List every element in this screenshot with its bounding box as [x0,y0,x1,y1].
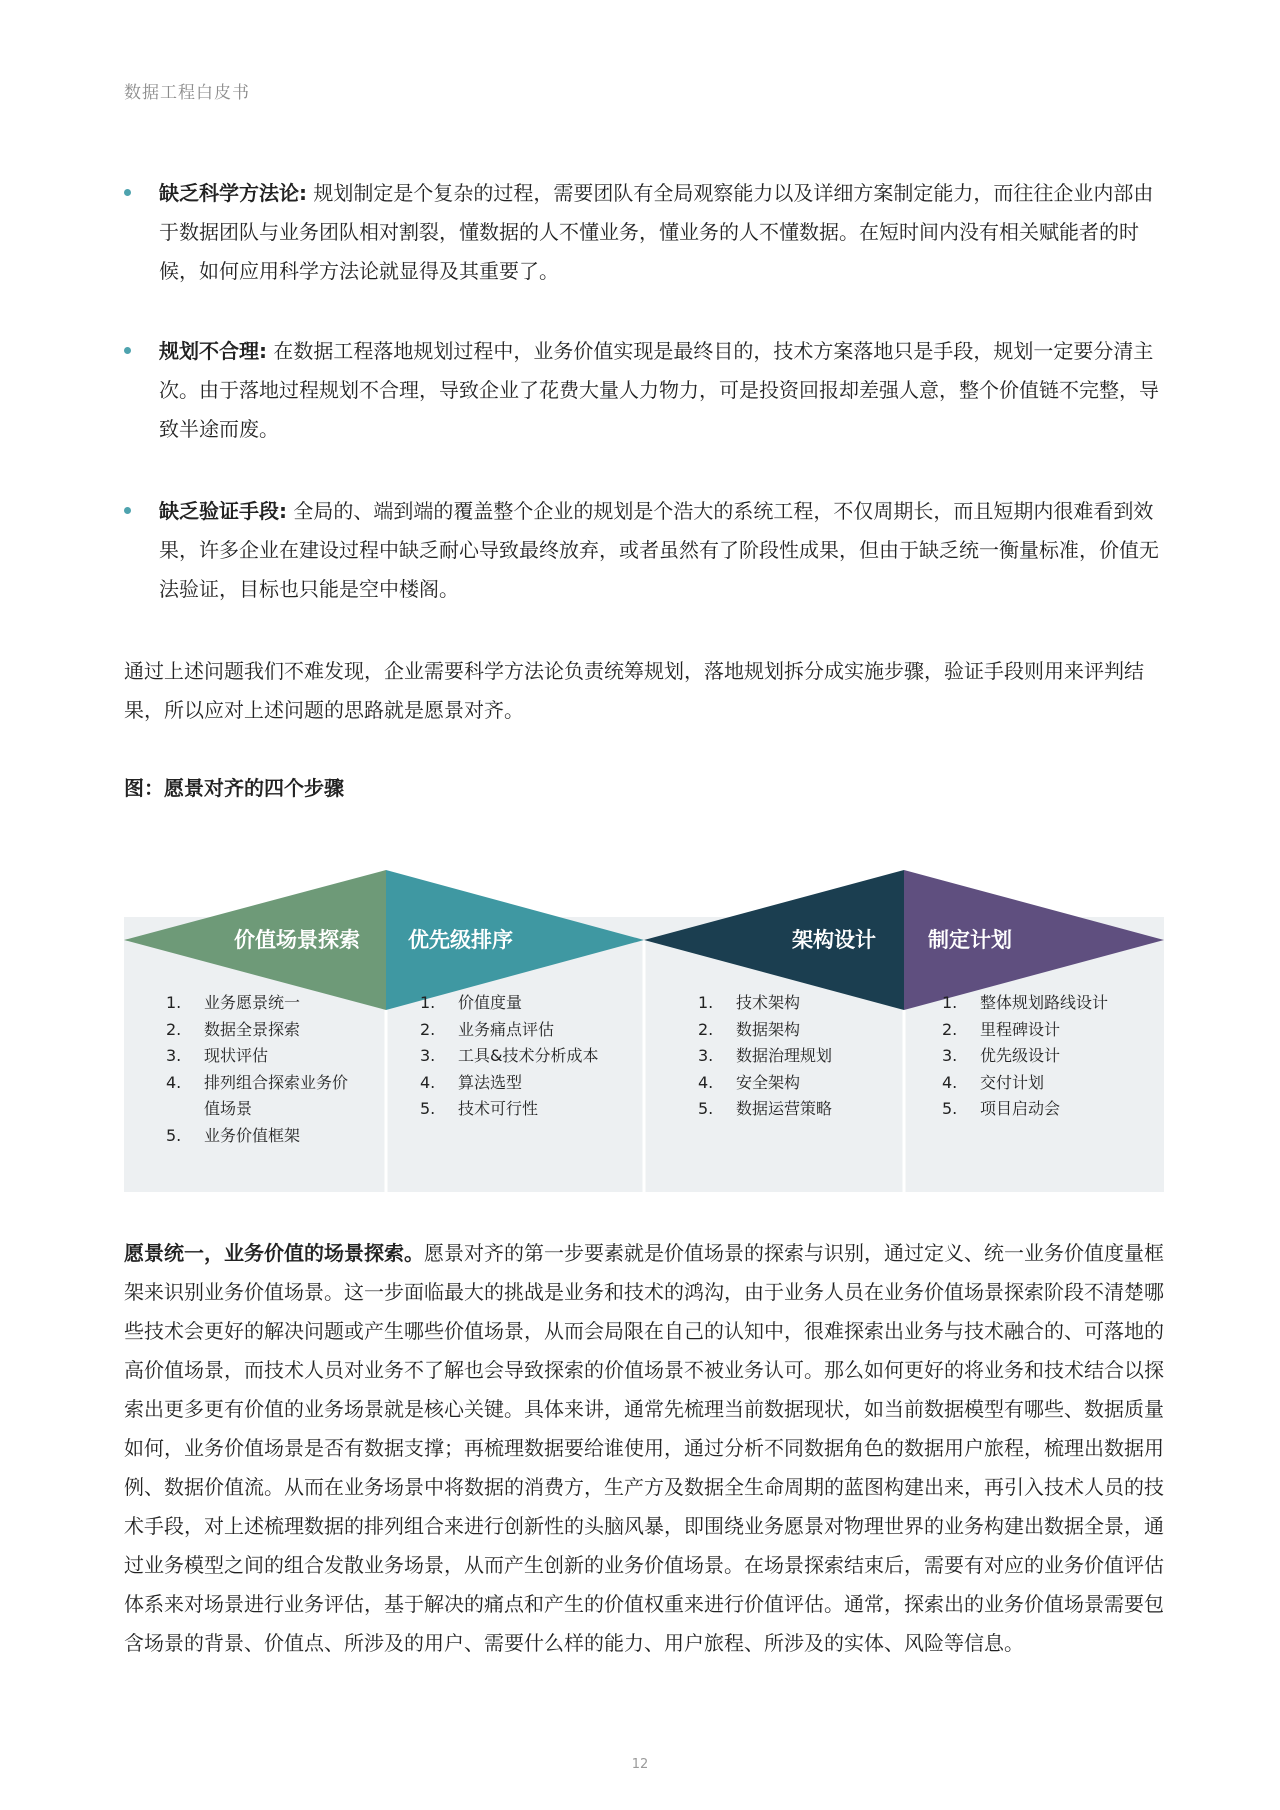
list-item: 1. 技术架构 [698,993,801,1012]
step-list-3 [698,990,888,1123]
page-number: 12 [631,1757,649,1772]
list-item: 2. 数据架构 [698,1019,801,1039]
body-paragraph [124,1234,1170,1663]
body-text: 愿景对齐的第一步要素就是价值场景的探索与识别，通过定义、统一业务价值度量框架来识别业务价值场景。这一步面临最大的挑战是业务和技术的鸿沟，由于业务人员在业务价值场景探索阶段不清楚哪些技术会更好的解决问题或产生哪些价值场景，从而会局限在自己的认知中，很难探索出业务与技术融合的、可落地的高价值场景，而技术人员对业务不了解也会导致探索的价值场景不被业务认可。那么如何更好的将业务和技术结合以探索出更多更有价值的业务场景就是核心关键。具体来讲，通常先梳理当前数据现状，如当前数据模型有哪些、数据质量如何，业务价值场景是否有数据支撑；再梳理数据要给谁使用，通过分析不同数据角色的数据用户旅程，梳理出数据用例、数据价值流。从而在业务场景中将数据的消费方，生产方及数据全生命周期的蓝图构建出来，再引入技术人员的技术手段，对上述梳理数据的排列组合来进行创新性的头脑风暴，即围绕业务愿景对物理世界的业务构建出数据全景，通过业务模型之间的组合发散业务场景，从而产生创新的业务价值场景。在场景探索结束后，需要有对应的业务价值评估体系来对场景进行业务评估，基于解决的痛点和产生的价值权重来进行价值评估。通常，探索出的业务价值场景需要包含场景的背景、价值点、所涉及的用户、需要什么样的能力、用户旅程、所涉及的实体、风险等信息。 [124,1241,1164,1655]
bullet-label: 规划不合理: [159,339,267,363]
bullet-text: 在数据工程落地规划过程中，业务价值实现是最终目的，技术方案落地只是手段，规划一定要分清主次。由于落地过程规划不合理，导致企业了花费大量人力物力，可是投资回报却差强人意，整个价值链不完整，导致半途而废。 [159,339,1159,441]
step-list-1 [166,990,366,1149]
bullet-label: 缺乏科学方法论: [159,181,307,205]
list-item: 1. 价值度量 [420,993,523,1012]
bullet-item [124,332,1164,449]
list-item: 4. 交付计划 [942,1072,1045,1092]
bullet-dot-icon [124,507,131,514]
list-item: 5. 业务价值框架 [166,1125,301,1145]
step-title-1: 价值场景探索 [234,928,360,952]
step-title-4: 制定计划 [928,928,1012,952]
document-header-title: 数据工程白皮书 [124,83,250,103]
bullet-dot-icon [124,189,131,196]
list-item: 2. 里程碑设计 [942,1019,1061,1039]
list-item: 1. 整体规划路线设计 [942,993,1109,1012]
list-item: 5. 数据运营策略 [698,1099,833,1118]
bullet-text: 规划制定是个复杂的过程，需要团队有全局观察能力以及详细方案制定能力，而往往企业内部由于数据团队与业务团队相对割裂，懂数据的人不懂业务，懂业务的人不懂数据。在短时间内没有相关赋能者的时候，如何应用科学方法论就显得及其重要了。 [159,181,1154,283]
list-item: 3. 优先级设计 [942,1046,1061,1065]
step-list-2 [420,990,630,1123]
list-item: 4. 排列组合探索业务价值场景 [166,1072,349,1118]
list-item: 5. 项目启动会 [942,1099,1061,1118]
list-item: 4. 安全架构 [698,1072,801,1092]
vision-alignment-diagram [124,862,1164,1192]
bullet-dot-icon [124,347,131,354]
list-item: 3. 现状评估 [166,1046,269,1065]
body-lead: 愿景统一，业务价值的场景探索。 [124,1241,424,1265]
list-item: 2. 业务痛点评估 [420,1019,555,1039]
bullet-item [124,174,1164,291]
figure-caption: 图：愿景对齐的四个步骤 [124,776,344,800]
bullet-text: 全局的、端到端的覆盖整个企业的规划是个浩大的系统工程，不仅周期长，而且短期内很难看到效果，许多企业在建设过程中缺乏耐心导致最终放弃，或者虽然有了阶段性成果，但由于缺乏统一衡量标准，价值无法验证，目标也只能是空中楼阁。 [159,499,1159,601]
bullet-label: 缺乏验证手段: [159,499,287,523]
step-title-3: 架构设计 [792,928,876,952]
list-item: 3. 数据治理规划 [698,1046,833,1065]
list-item: 2. 数据全景探索 [166,1019,301,1039]
list-item: 4. 算法选型 [420,1072,523,1092]
step-title-2: 优先级排序 [408,928,513,952]
list-item: 1. 业务愿景统一 [166,993,301,1012]
step-list-4 [942,990,1152,1123]
bullet-item [124,492,1164,609]
summary-paragraph: 通过上述问题我们不难发现，企业需要科学方法论负责统筹规划，落地规划拆分成实施步骤，验证手段则用来评判结果，所以应对上述问题的思路就是愿景对齐。 [124,659,1144,722]
list-item: 5. 技术可行性 [420,1099,539,1118]
list-item: 3. 工具&技术分析成本 [420,1046,599,1065]
